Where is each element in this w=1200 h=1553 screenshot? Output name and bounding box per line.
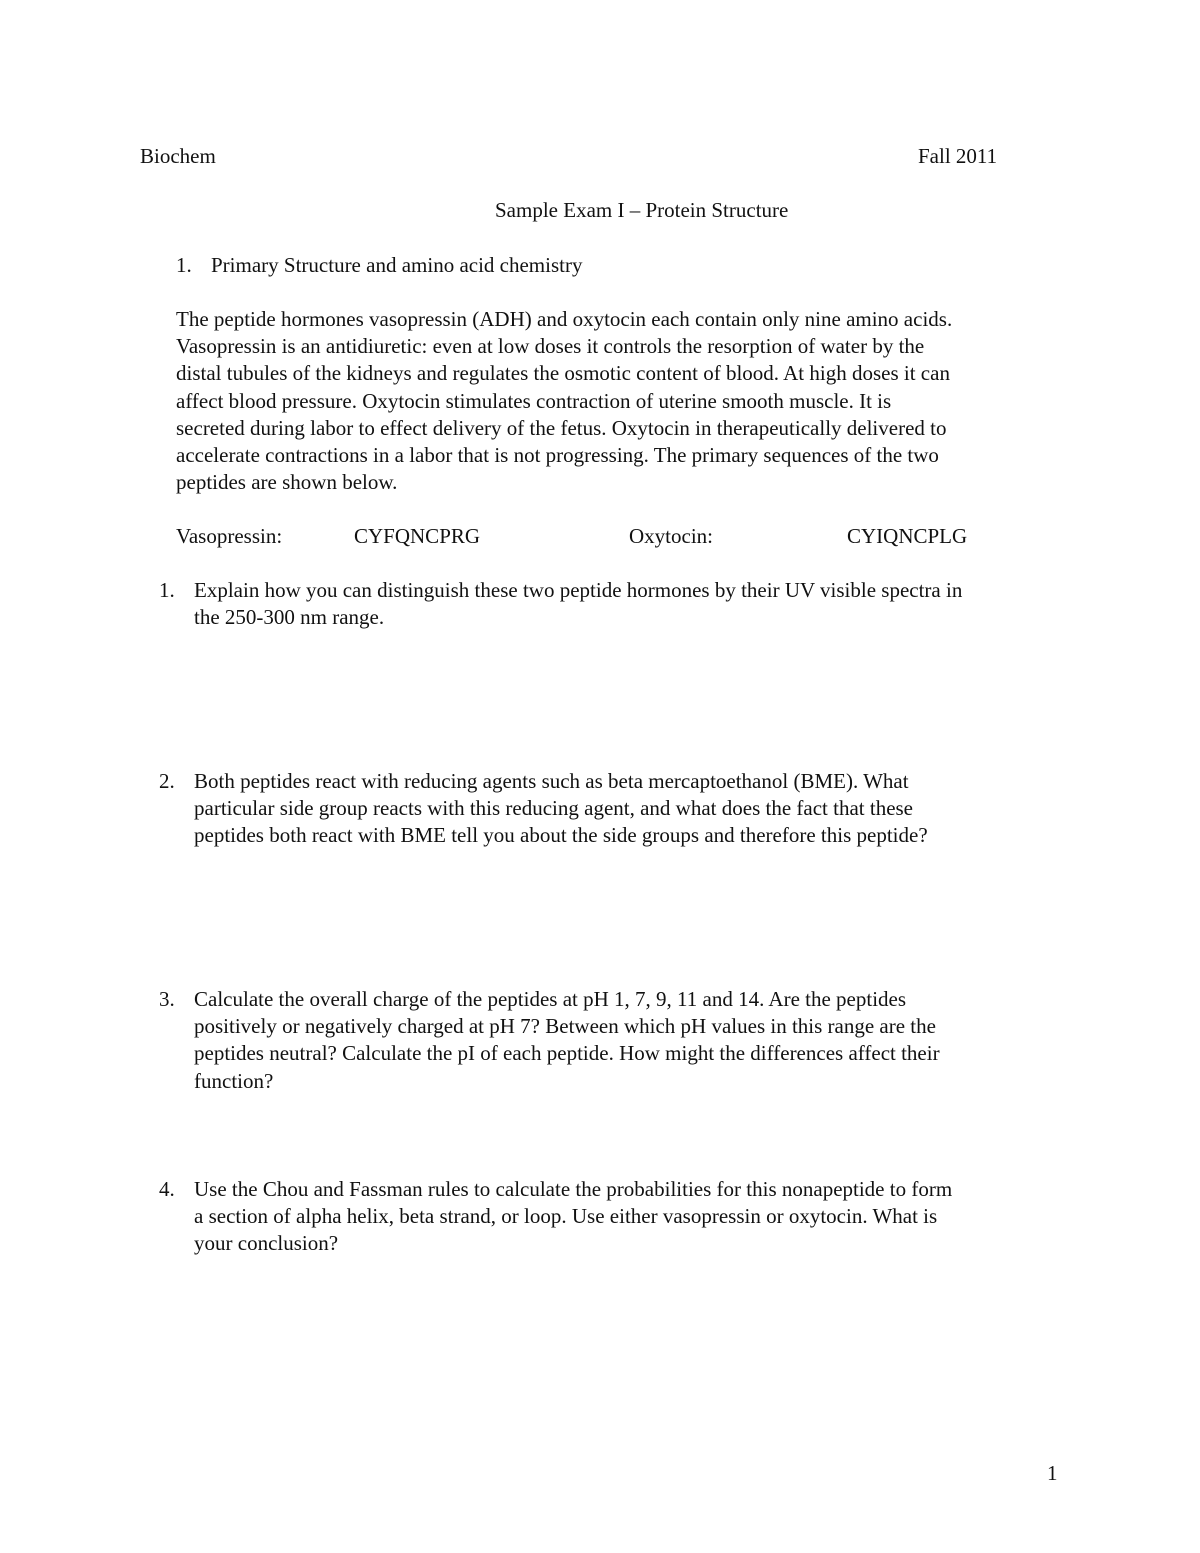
question-line: your conclusion? [194,1231,339,1256]
question-line: a section of alpha helix, beta strand, or loop. Use either vasopressin or oxytocin. What is [194,1204,938,1229]
question-line: the 250-300 nm range. [194,605,385,630]
question-line: peptides neutral? Calculate the pI of each peptide. How might the differences affect their [194,1041,940,1066]
section-heading: Primary Structure and amino acid chemistry [211,253,583,277]
question-line: particular side group reacts with this reducing agent, and what does the fact that these [194,796,914,821]
question-1-number: 1. [159,578,175,602]
intro-paragraph [176,306,952,496]
question-line: Use the Chou and Fassman rules to calculate the probabilities for this nonapeptide to form [194,1177,953,1201]
question-2-number: 2. [159,769,175,793]
oxytocin-sequence: CYIQNCPLG [847,524,968,548]
question-2-text [194,768,928,850]
question-3-number: 3. [159,987,175,1011]
intro-line: secreted during labor to effect delivery of the fetus. Oxytocin in therapeutically delivered to [176,415,947,440]
question-line: peptides both react with BME tell you about the side groups and therefore this peptide? [194,823,928,848]
intro-line: accelerate contractions in a labor that is not progressing. The primary sequences of the two [176,443,939,468]
intro-line: distal tubules of the kidneys and regulates the osmotic content of blood. At high doses it can [176,361,950,386]
intro-line: affect blood pressure. Oxytocin stimulates contraction of uterine smooth muscle. It is [176,388,892,413]
vasopressin-label: Vasopressin: [176,524,283,548]
oxytocin-label: Oxytocin: [629,524,713,548]
intro-line: The peptide hormones vasopressin (ADH) and oxytocin each contain only nine amino acids. [176,307,953,331]
exam-title: Sample Exam I – Protein Structure [495,198,789,222]
question-line: Both peptides react with reducing agents such as beta mercaptoethanol (BME). What [194,769,909,793]
term-label: Fall 2011 [918,144,998,168]
question-1-text [194,577,962,631]
question-line: positively or negatively charged at pH 7? Between which pH values in this range are the [194,1014,936,1039]
question-line: Calculate the overall charge of the peptides at pH 1, 7, 9, 11 and 14. Are the peptides [194,987,907,1011]
question-4-number: 4. [159,1177,175,1201]
question-line: Explain how you can distinguish these two peptide hormones by their UV visible spectra in [194,578,963,602]
question-line: function? [194,1068,274,1093]
intro-line: Vasopressin is an antidiuretic: even at low doses it controls the resorption of water by the [176,334,925,359]
intro-line: peptides are shown below. [176,470,398,495]
vasopressin-sequence: CYFQNCPRG [354,524,481,548]
course-name: Biochem [140,144,216,168]
question-4-text [194,1176,952,1258]
question-3-text [194,986,940,1095]
page-number: 1 [1047,1461,1058,1485]
section-number: 1. [176,253,192,277]
